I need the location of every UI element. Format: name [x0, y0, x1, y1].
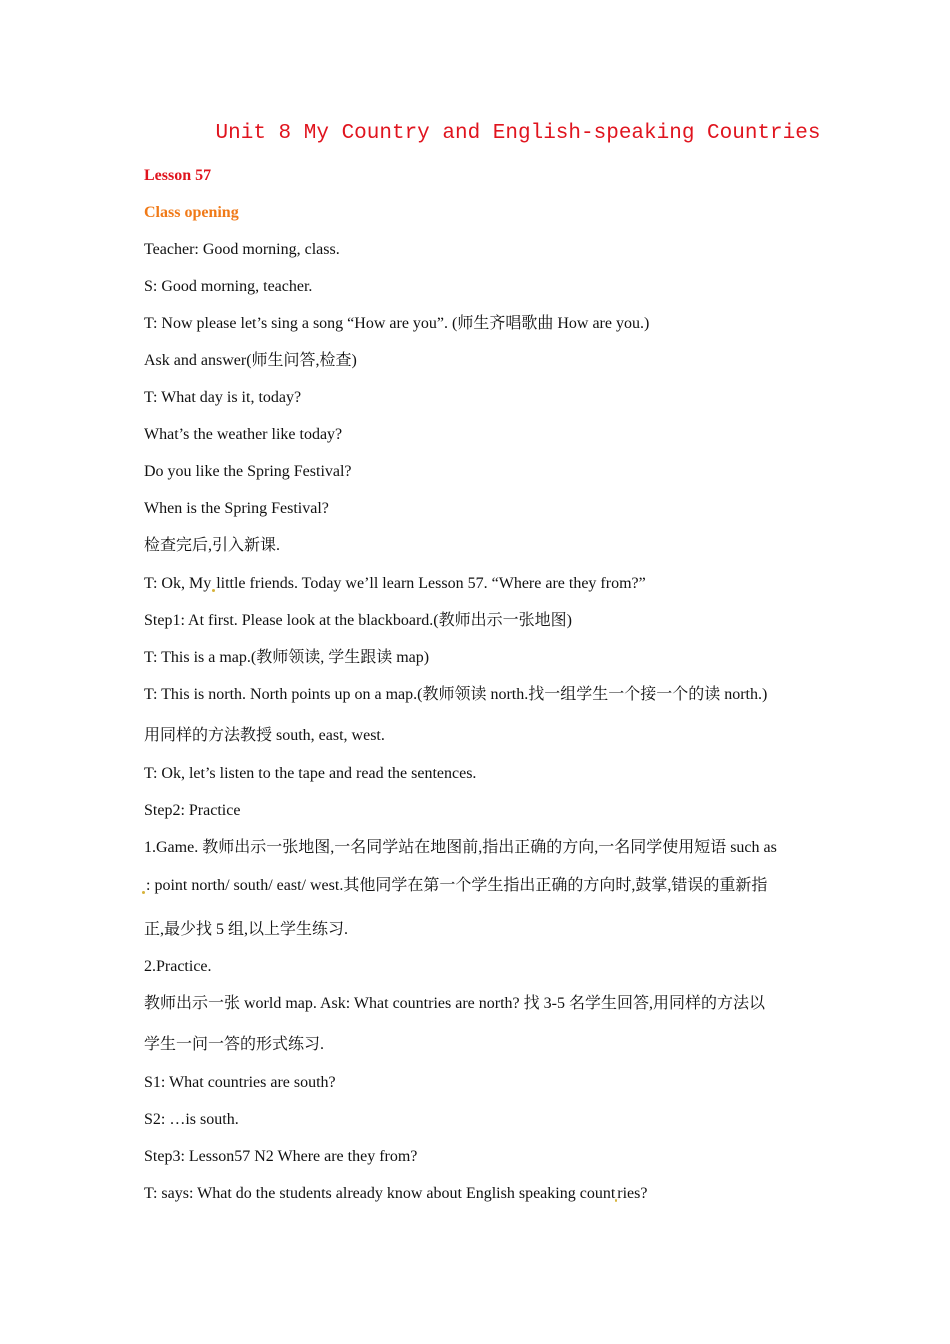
text-line: Step1: At first. Please look at the blackboard.(教师出示一张地图) [144, 612, 572, 629]
document-page [144, 0, 821, 1344]
text-line: T: This is north. North points up on a map.(教师领读 north.找一组学生一个接一个的读 north.) [144, 686, 768, 703]
text-segment: : point north/ south/ east/ west.其他同学在第一个学生指出正确的方向时,鼓掌,错误的重新指 [146, 877, 768, 894]
text-line: Do you like the Spring Festival? [144, 463, 352, 480]
page-title: Unit 8 My Country and English-speaking Countries [215, 122, 821, 145]
text-line: 用同样的方法教授 south, east, west. [144, 727, 385, 744]
text-line: What’s the weather like today? [144, 426, 343, 443]
mark-dot [212, 589, 215, 592]
text-line: Step2: Practice [144, 802, 241, 819]
text-line: T: Now please let’s sing a song “How are you”. (师生齐唱歌曲 How are you.) [144, 315, 650, 332]
text-line: 教师出示一张 world map. Ask: What countries are north? 找 3-5 名学生回答,用同样的方法以 [144, 995, 765, 1012]
text-line [144, 876, 767, 896]
text-line: S1: What countries are south? [144, 1074, 336, 1091]
section-heading: Class opening [144, 204, 239, 221]
text-segment: T: says: What do the students already know about English speaking count [144, 1185, 616, 1202]
text-line: S2: …is south. [144, 1111, 239, 1128]
text-line: T: This is a map.(教师领读, 学生跟读 map) [144, 649, 430, 666]
text-line: T: What day is it, today? [144, 389, 302, 406]
text-segment: T: Ok, My [144, 575, 212, 592]
text-segment: little friends. Today we’ll learn Lesson 57. “Where are they from?” [216, 575, 646, 592]
text-line: Ask and answer(师生问答,检查) [144, 352, 357, 369]
text-line: 正,最少找 5 组,以上学生练习. [144, 921, 349, 938]
text-line [144, 1184, 647, 1204]
text-line: When is the Spring Festival? [144, 500, 329, 517]
text-line: T: Ok, let’s listen to the tape and read the sentences. [144, 765, 477, 782]
text-line: 1.Game. 教师出示一张地图,一名同学站在地图前,指出正确的方向,一名同学使用短语 such as [144, 839, 777, 856]
text-line: Teacher: Good morning, class. [144, 241, 340, 258]
text-line [144, 574, 646, 594]
text-line: 检查完后,引入新课. [144, 537, 281, 554]
text-line: S: Good morning, teacher. [144, 278, 313, 295]
mark-dot [142, 891, 145, 894]
text-segment: ries? [617, 1185, 648, 1202]
lesson-heading: Lesson 57 [144, 167, 212, 184]
text-line: 2.Practice. [144, 958, 212, 975]
text-line: 学生一问一答的形式练习. [144, 1036, 325, 1053]
text-line: Step3: Lesson57 N2 Where are they from? [144, 1148, 418, 1165]
